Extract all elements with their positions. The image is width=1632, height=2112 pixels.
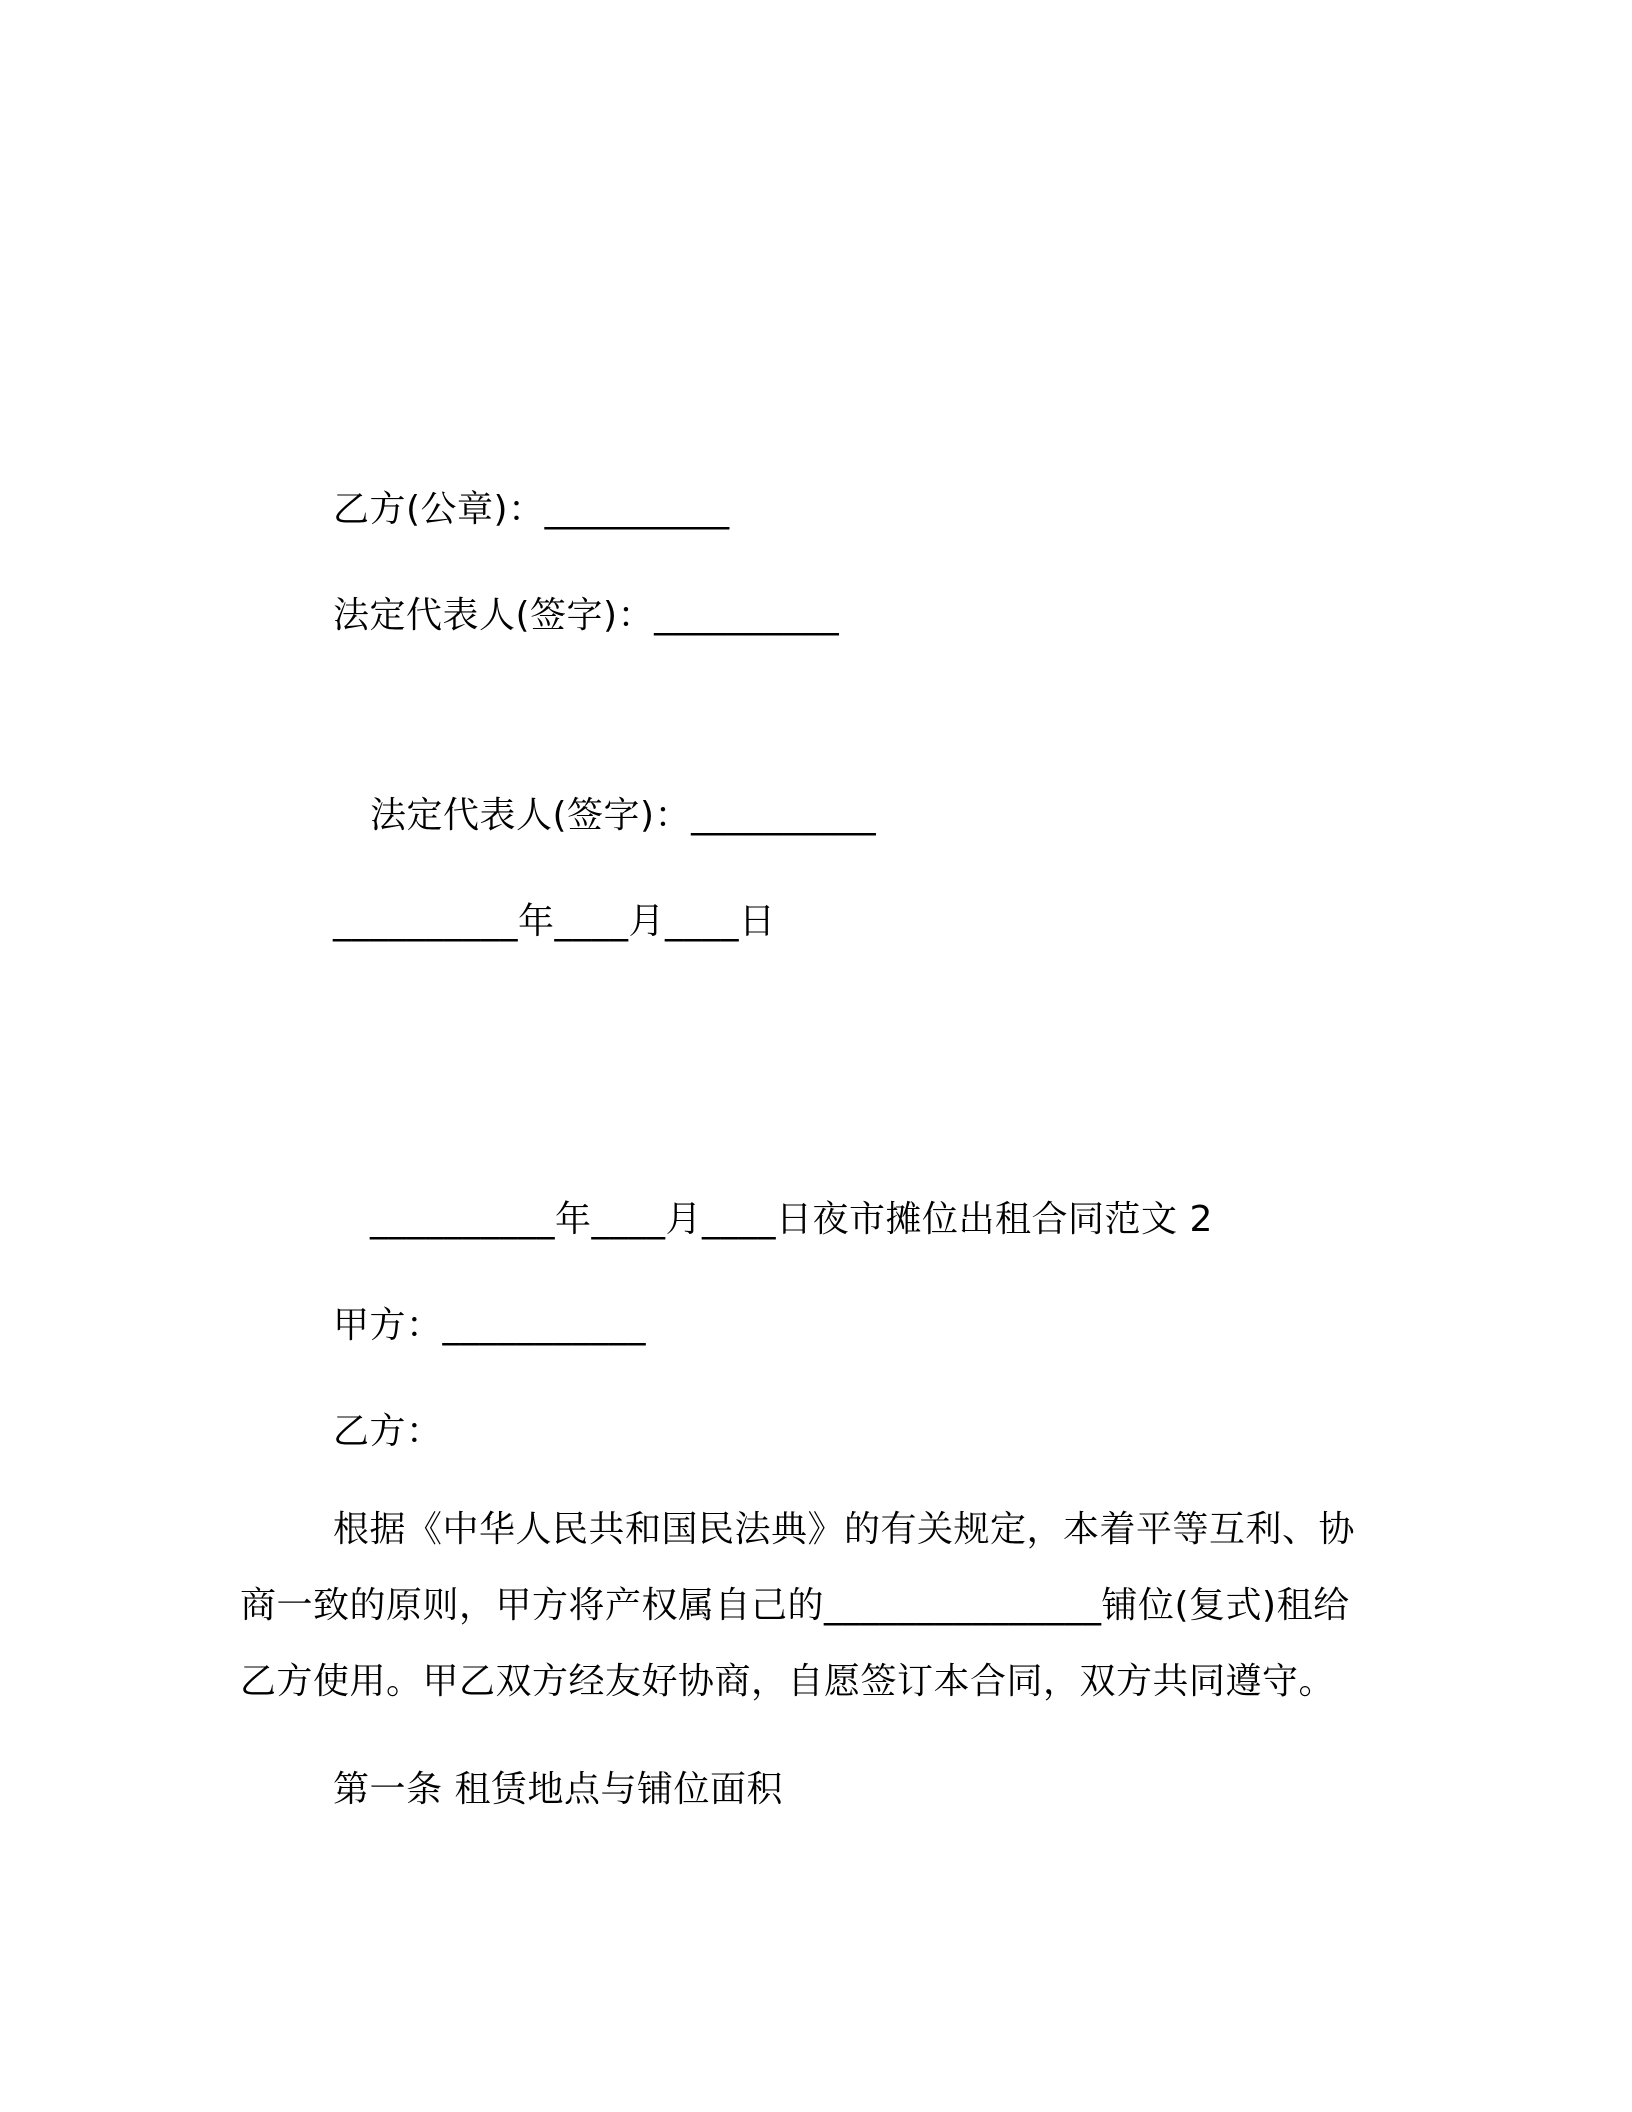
party-a-line: 甲方：___________ (333, 1305, 647, 1346)
party-b-line: 乙方： (333, 1411, 443, 1452)
date-line: __________年____月____日 (333, 901, 776, 942)
article-one-heading: 第一条 租赁地点与铺位面积 (333, 1769, 783, 1810)
body-paragraph-line-2: 商一致的原则，甲方将产权属自己的_______________铺位(复式)租给 (240, 1585, 1350, 1626)
party-b-seal-line: 乙方(公章)：__________ (333, 489, 730, 530)
body-paragraph-line-3: 乙方使用。甲乙双方经友好协商，自愿签订本合同，双方共同遵守。 (240, 1661, 1336, 1702)
body-paragraph-line-1: 根据《中华人民共和国民法典》的有关规定，本着平等互利、协 (333, 1509, 1356, 1550)
legal-representative-signature-line: 法定代表人(签字)：__________ (333, 595, 840, 636)
legal-representative-signature-line-2: 法定代表人(签字)：__________ (370, 795, 877, 836)
contract-title: __________年____月____日夜市摊位出租合同范文 2 (370, 1199, 1213, 1240)
